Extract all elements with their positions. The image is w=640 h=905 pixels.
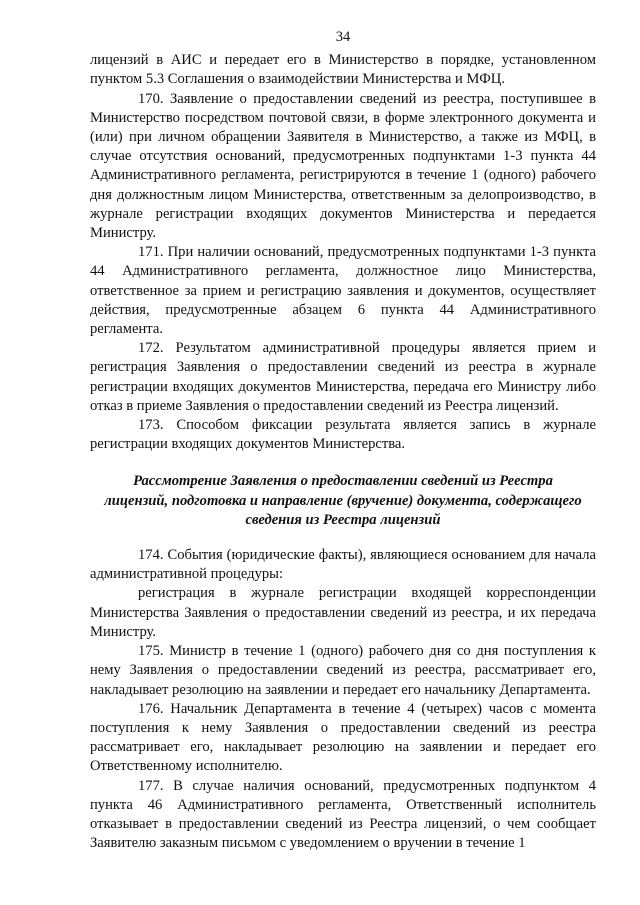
document-page bbox=[90, 28, 596, 853]
paragraph-174: 174. События (юридические факты), являющиеся основанием для начала административной процедуры: bbox=[90, 547, 596, 583]
paragraph-170: 170. Заявление о предоставлении сведений из реестра, поступившее в Министерство посредством почтовой связи, в форме электронного документа и (или) при личном обращении Заявителя в Министерство, а также из МФЦ, в случае отсутствия оснований, предусмотренных подпунктами 1-3 пункта 44 Административного регламента, регистрируются в течение 1 (одного) рабочего дня должностным лицом Министерства, ответственным за делопроизводство, в журнале регистрации входящих документов Министерства и передается Министру. bbox=[90, 90, 596, 242]
paragraph-176: 176. Начальник Департамента в течение 4 (четырех) часов с момента поступления к нему Заявления о предоставлении сведений из реестра рассматривает его, накладывает резолюцию на заявлении и передает его Ответственному исполнителю. bbox=[90, 700, 596, 775]
paragraph-172: 172. Результатом административной процедуры является прием и регистрация Заявления о предоставлении сведений из реестра в журнале регистрации входящих документов Министерства, передача его Министру либо отказ в приеме Заявления о предоставлении сведений из Реестра лицензий. bbox=[90, 340, 596, 414]
paragraph-171: 171. При наличии оснований, предусмотренных подпунктами 1-3 пункта 44 Административного регламента, должностное лицо Министерства, ответственное за прием и регистрацию заявления и документов, осуществляет действия, предусмотренные абзацем 6 пункта 44 Административного регламента. bbox=[90, 244, 596, 338]
paragraph-175: 175. Министр в течение 1 (одного) рабочего дня со дня поступления к нему Заявления о предоставлении сведений из реестра, рассматривает его, накладывает резолюцию на заявлении и передает его начальнику Департамента. bbox=[90, 643, 596, 698]
page-number: 34 bbox=[335, 29, 351, 45]
paragraph-173: 173. Способом фиксации результата является запись в журнале регистрации входящих документов Министерства. bbox=[90, 417, 596, 453]
section-heading: Рассмотрение Заявления о предоставлении сведений из Реестра лицензий, подготовка и направление (вручение) документа, содержащего сведения из Реестра лицензий bbox=[104, 473, 582, 528]
paragraph-177: 177. В случае наличия оснований, предусмотренных подпунктом 4 пункта 46 Административного регламента, Ответственный исполнитель отказывает в предоставлении сведений из Реестра лицензий, о чем сообщает Заявителю заказным письмом с уведомлением о вручении в течение 1 bbox=[90, 777, 596, 852]
paragraph-continuation: лицензий в АИС и передает его в Министерство в порядке, установленном пунктом 5.3 Соглашения о взаимодействии Министерства и МФЦ. bbox=[90, 52, 596, 88]
paragraph-174-item: регистрация в журнале регистрации входящей корреспонденции Министерства Заявления о предоставлении сведений из реестра, и их передача Министру. bbox=[90, 585, 596, 640]
